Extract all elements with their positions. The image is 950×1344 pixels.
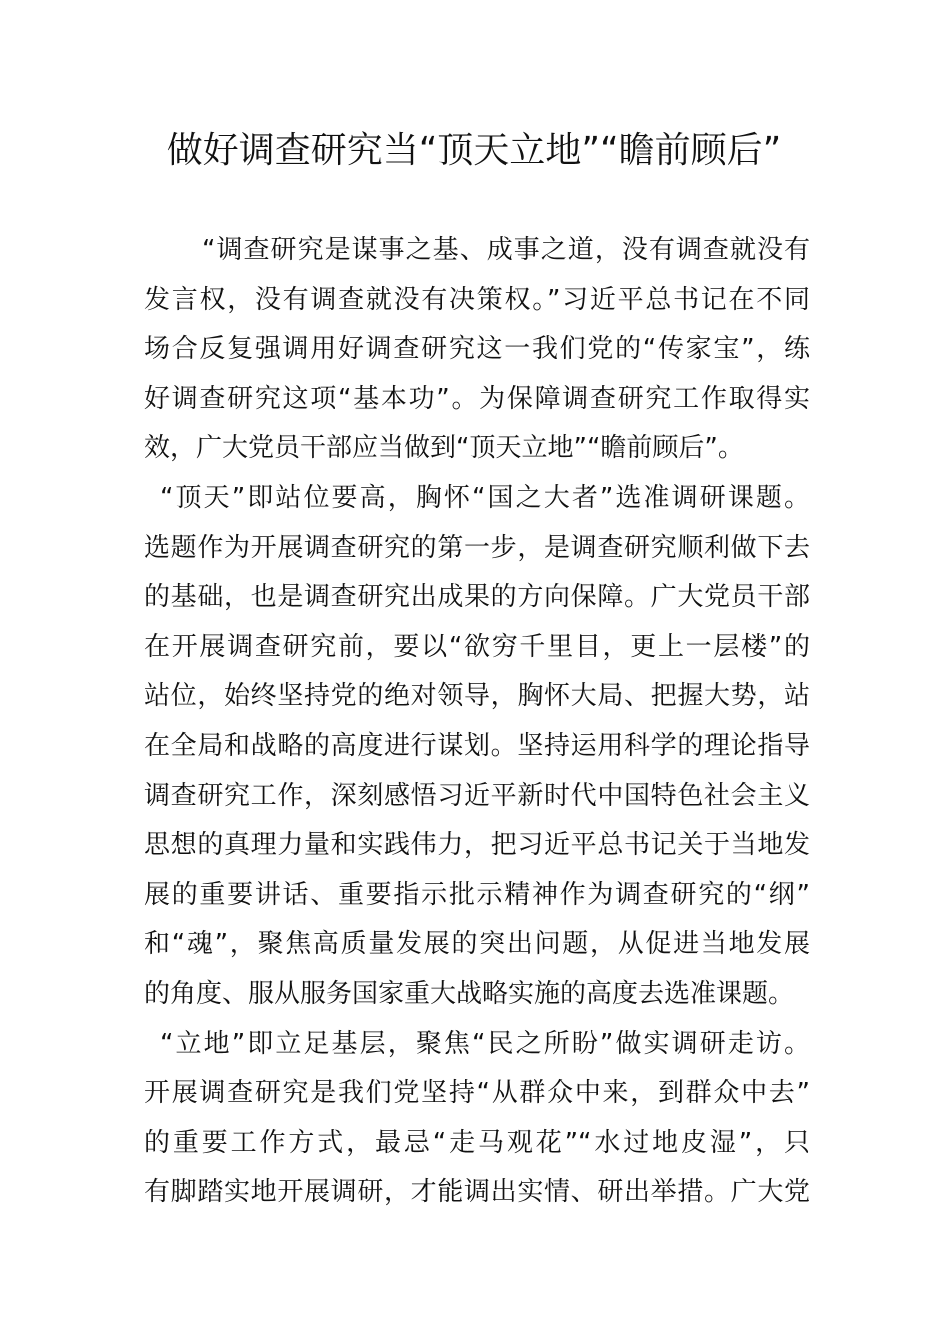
paragraph-line: 调查研究工作，深刻感悟习近平新时代中国特色社会主义 xyxy=(144,780,810,811)
paragraph-line: 思想的真理力量和实践伟力，把习近平总书记关于当地发 xyxy=(144,830,810,861)
paragraph-line: 展的重要讲话、重要指示批示精神作为调查研究的“纲” xyxy=(144,879,810,910)
paragraph-line: 有脚踏实地开展调研，才能调出实情、研出举措。广大党 xyxy=(144,1177,810,1208)
paragraph-line: “顶天”即站位要高，胸怀“国之大者”选准调研课题。 xyxy=(160,482,810,513)
document-body xyxy=(144,226,810,1218)
paragraph-line: 站位，始终坚持党的绝对领导，胸怀大局、把握大势，站 xyxy=(144,681,810,712)
paragraph-line: 的重要工作方式，最忌“走马观花”“水过地皮湿”，只 xyxy=(144,1127,810,1158)
paragraph-line: 的角度、服从服务国家重大战略实施的高度去选准课题。 xyxy=(144,978,795,1009)
document-title: 做好调查研究当“顶天立地”“瞻前顾后” xyxy=(166,130,782,171)
paragraph-line: 和“魂”，聚焦高质量发展的突出问题，从促进当地发展 xyxy=(144,929,810,960)
paragraph-line: 效，广大党员干部应当做到“顶天立地”“瞻前顾后”。 xyxy=(144,433,744,464)
paragraph-line: 发言权，没有调查就没有决策权。”习近平总书记在不同 xyxy=(144,284,810,315)
paragraph-line: 场合反复强调用好调查研究这一我们党的“传家宝”，练 xyxy=(144,334,810,365)
paragraph-line: 在开展调查研究前，要以“欲穷千里目，更上一层楼”的 xyxy=(144,631,810,662)
paragraph-line: 的基础，也是调查研究出成果的方向保障。广大党员干部 xyxy=(144,582,810,613)
paragraph-line: 开展调查研究是我们党坚持“从群众中来，到群众中去” xyxy=(144,1078,810,1109)
paragraph-line: “调查研究是谋事之基、成事之道，没有调查就没有 xyxy=(202,235,810,265)
paragraph-line: 选题作为开展调查研究的第一步，是调查研究顺利做下去 xyxy=(144,532,810,563)
paragraph-line: 好调查研究这项“基本功”。为保障调查研究工作取得实 xyxy=(144,383,810,414)
paragraph-line: 在全局和战略的高度进行谋划。坚持运用科学的理论指导 xyxy=(144,730,810,761)
paragraph-line: “立地”即立足基层，聚焦“民之所盼”做实调研走访。 xyxy=(160,1028,810,1059)
